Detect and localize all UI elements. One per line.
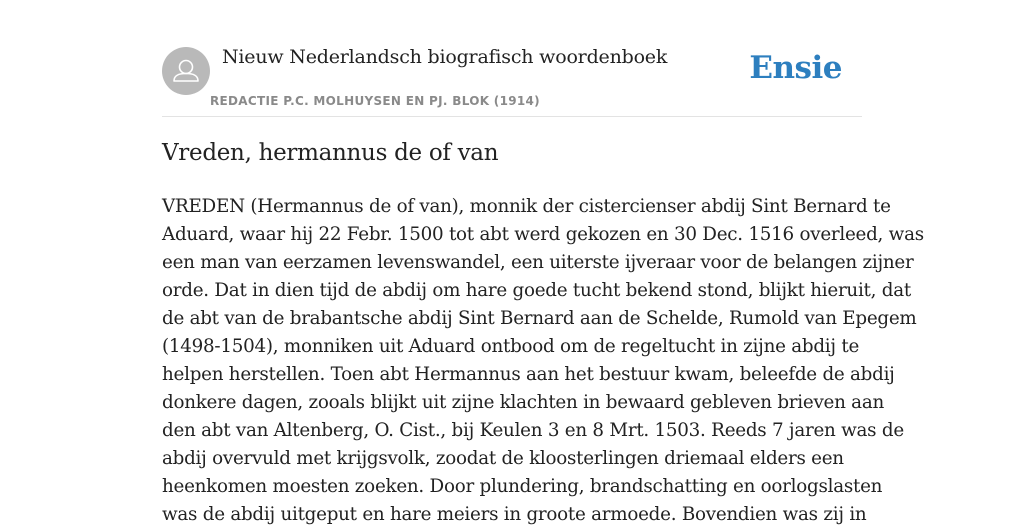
article-line: den abt van Altenberg, O. Cist., bij Keulen 3 en 8 Mrt. 1503. Reeds 7 jaren was de xyxy=(162,420,904,441)
article-line: Aduard, waar hij 22 Febr. 1500 tot abt werd gekozen en 30 Dec. 1516 overleed, was xyxy=(162,224,924,245)
article-line: donkere dagen, zooals blijkt uit zijne klachten in bewaard gebleven brieven aan xyxy=(162,392,884,413)
article-title: Vreden, hermannus de of van xyxy=(162,140,499,166)
ensie-logo[interactable]: Ensie xyxy=(749,50,842,86)
article-body xyxy=(162,193,924,529)
article-line: een man van eerzamen levenswandel, een uiterste ijveraar voor de belangen zijner xyxy=(162,252,914,273)
article-line: was de abdij uitgeput en hare meiers in groote armoede. Bovendien was zij in xyxy=(162,504,867,525)
article-line: abdij overvuld met krijgsvolk, zoodat de kloosterlingen driemaal elders een xyxy=(162,448,844,469)
user-icon-glyph xyxy=(162,47,210,95)
user-placeholder-icon[interactable] xyxy=(162,47,210,95)
article-line: helpen herstellen. Toen abt Hermannus aan het bestuur kwam, beleefde de abdij xyxy=(162,364,895,385)
article-line: heenkomen moesten zoeken. Door plundering, brandschatting en oorlogslasten xyxy=(162,476,883,497)
article-line: orde. Dat in dien tijd de abdij om hare goede tucht bekend stond, blijkt hieruit, dat xyxy=(162,280,911,301)
source-byline: REDACTIE P.C. MOLHUYSEN EN PJ. BLOK (1914) xyxy=(210,94,540,108)
source-title[interactable]: Nieuw Nederlandsch biografisch woordenboek xyxy=(222,46,668,68)
article-line: de abt van de brabantsche abdij Sint Bernard aan de Schelde, Rumold van Epegem xyxy=(162,308,917,329)
article-line: (1498-1504), monniken uit Aduard ontbood om de regeltucht in zijne abdij te xyxy=(162,336,860,357)
source-header xyxy=(162,0,862,117)
article-line: VREDEN (Hermannus de of van), monnik der cistercienser abdij Sint Bernard te xyxy=(162,196,891,217)
